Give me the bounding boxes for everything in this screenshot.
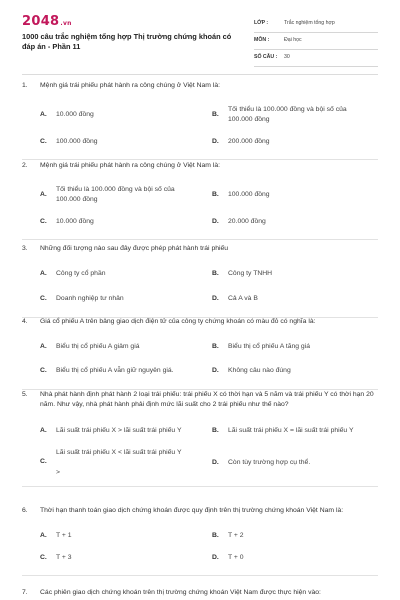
option-text: T + 2 [228, 532, 244, 539]
option-text: Doanh nghiệp tư nhân [56, 295, 124, 302]
option-text: Biểu thị cổ phiếu A giảm giá [56, 343, 140, 350]
option-text: Lãi suất trái phiếu X = lãi suất trái phiếu Y [228, 427, 354, 434]
question-text [22, 81, 378, 91]
option-letter: C. [40, 295, 47, 302]
option-letter: C. [40, 218, 47, 225]
option-letter: A. [40, 427, 47, 434]
meta-value: 30 [284, 54, 290, 60]
option-text: Cả A và B [228, 295, 258, 302]
option-letter: A. [40, 111, 47, 118]
option-letter: C. [40, 554, 47, 561]
option-letter: D. [212, 218, 219, 225]
option-text: 200.000 đồng [228, 138, 270, 145]
meta-label: LỚP : [254, 20, 269, 26]
option-text: 10.000 đồng [56, 218, 94, 225]
question-divider [22, 575, 378, 576]
question-body: Các phiên giao dịch chứng khoán trên thị trường chứng khoán Việt Nam được thực hiện vào: [40, 589, 321, 596]
option-text: Không câu nào đúng [228, 367, 291, 374]
option-text: Biểu thị cổ phiếu A tăng giá [228, 343, 311, 350]
option-letter: D. [212, 138, 219, 145]
option-text: 10.000 đồng [56, 111, 94, 118]
option-letter: A. [40, 343, 47, 350]
question-divider [22, 239, 378, 240]
option-letter: D. [212, 459, 219, 466]
option-text: T + 1 [56, 532, 72, 539]
question-number: 3. [22, 245, 28, 252]
option-letter: C. [40, 458, 47, 465]
question-text [22, 161, 378, 171]
option-text: Còn tùy trường hợp cụ thể. [228, 459, 311, 466]
document-header [22, 14, 378, 70]
question-item [22, 244, 378, 302]
question-item [22, 506, 378, 561]
question-body: Nhà phát hành định phát hành 2 loại trái phiếu: trái phiếu X có thời hạn và 5 năm và trái phiếu Y có thời hạn 20 năm. Như vậy, nhà phát hành phải định mức lãi suất cho 2 trái phiếu như thế nào? [40, 391, 374, 408]
option-text: Tối thiểu là 100.000 đồng và bội số của 100.000 đồng [228, 106, 347, 123]
option-letter: B. [212, 427, 219, 434]
option-letter: A. [40, 532, 47, 539]
question-divider [22, 486, 378, 487]
option-letter: C. [40, 138, 47, 145]
meta-row-count [254, 50, 378, 67]
logo-text: 2048 [22, 14, 60, 29]
question-number: 6. [22, 507, 28, 514]
meta-row-class [254, 16, 378, 33]
option-text-continued: > [56, 469, 60, 476]
option-text: Công ty cổ phần [56, 270, 106, 277]
document-title: 1000 câu trắc nghiệm tổng hợp Thị trường chứng khoán có đáp án - Phần 11 [22, 32, 232, 51]
meta-value: Đại học [284, 37, 302, 43]
header-divider [22, 74, 378, 75]
question-item [22, 390, 378, 476]
meta-row-subject [254, 33, 378, 50]
option-letter: C. [40, 367, 47, 374]
option-text: Lãi suất trái phiếu X < lãi suất trái phiếu Y [56, 449, 182, 456]
option-letter: D. [212, 554, 219, 561]
document-meta [254, 16, 378, 67]
option-text: 20.000 đồng [228, 218, 266, 225]
question-body: Giá cổ phiếu A trên bảng giao dịch điện tử của công ty chứng khoán có màu đỏ có nghĩa là: [40, 318, 316, 325]
option-text: T + 0 [228, 554, 244, 561]
question-text [22, 317, 378, 327]
option-letter: B. [212, 532, 219, 539]
question-number: 4. [22, 318, 28, 325]
option-letter: A. [40, 270, 47, 277]
question-text [22, 588, 378, 598]
option-text: Công ty TNHH [228, 270, 273, 277]
question-body: Thời hạn thanh toán giao dịch chứng khoán được quy định trên thị trường chứng khoán Việt Nam là: [40, 507, 344, 514]
question-item [22, 81, 378, 145]
question-body: Mệnh giá trái phiếu phát hành ra công chúng ở Việt Nam là: [40, 82, 221, 89]
question-number: 5. [22, 391, 28, 398]
option-letter: D. [212, 367, 219, 374]
option-text: Lãi suất trái phiếu X > lãi suất trái phiếu Y [56, 427, 182, 434]
question-number: 2. [22, 162, 28, 169]
meta-label: SỐ CÂU : [254, 54, 278, 60]
meta-value: Trắc nghiệm tổng hợp [284, 20, 335, 26]
site-logo[interactable] [22, 14, 72, 29]
question-item [22, 161, 378, 225]
question-item [22, 317, 378, 374]
question-text [22, 244, 378, 254]
option-text: 100.000 đồng [56, 138, 98, 145]
option-letter: D. [212, 295, 219, 302]
question-text [22, 506, 378, 516]
option-letter: B. [212, 343, 219, 350]
question-body: Mệnh giá trái phiếu phát hành ra công chúng ở Việt Nam là: [40, 162, 221, 169]
question-body: Những đối tượng nào sau đây được phép phát hành trái phiếu [40, 245, 229, 252]
question-number: 7. [22, 589, 28, 596]
option-letter: B. [212, 111, 219, 118]
option-letter: A. [40, 191, 47, 198]
option-text: T + 3 [56, 554, 72, 561]
option-text: 100.000 đồng [228, 191, 270, 198]
question-divider [22, 159, 378, 160]
option-letter: B. [212, 270, 219, 277]
question-item [22, 588, 378, 598]
option-text: Tối thiểu là 100.000 đồng và bội số của 100.000 đồng [56, 186, 175, 203]
meta-label: MÔN : [254, 37, 270, 43]
question-number: 1. [22, 82, 28, 89]
question-text [22, 390, 378, 410]
logo-suffix: .vn [60, 20, 72, 27]
option-text: Biểu thị cổ phiếu A vẫn giữ nguyên giá. [56, 367, 174, 374]
option-letter: B. [212, 191, 219, 198]
